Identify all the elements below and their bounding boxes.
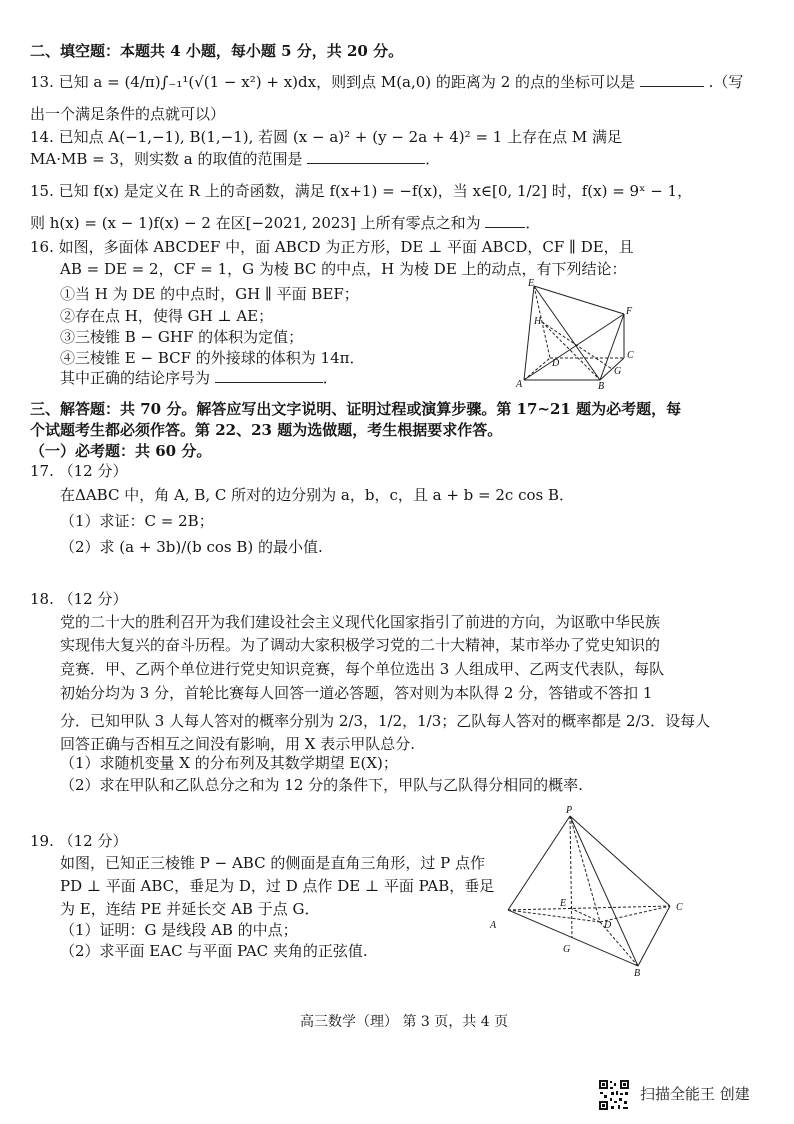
label-A: A (516, 379, 523, 390)
q19-line3: 为 E，连结 PE 并延长交 AB 于点 G． (60, 900, 320, 918)
label-G: G (563, 944, 571, 955)
q13-text: 13. 已知 a = (4/π)∫₋₁¹(√(1 − x²) + x)dx，则到点 M(a,0) 的距离为 2 的点的坐标可以是 (30, 73, 636, 91)
q18-header: 18. （12 分） (30, 590, 128, 608)
q14-line1: 14. 已知点 A(−1,−1), B(1,−1), 若圆 (x − a)² + (y − 2a + 4)² = 1 上存在点 M 满足 (30, 128, 622, 146)
q18-line5: 分．已知甲队 3 人每人答对的概率分别为 2/3，1/2，1/3；乙队每人答对的概率都是 2/3．设每人 (60, 712, 711, 730)
label-D: D (552, 358, 560, 369)
q18-part2: （2）求在甲队和乙队总分之和为 12 分的条件下，甲队与乙队得分相同的概率. (60, 776, 583, 794)
q17-header: 17. （12 分） (30, 462, 128, 480)
label-B: B (634, 968, 641, 976)
q15-line1: 15. 已知 f(x) 是定义在 R 上的奇函数，满足 f(x+1) = −f(x)，当 x∈[0, 1/2] 时，f(x) = 9ˣ − 1， (30, 182, 693, 200)
q18-line6: 回答正确与否相互之间没有影响，用 X 表示甲队总分. (60, 735, 415, 753)
q16-end-text: 其中正确的结论序号为 (60, 369, 211, 387)
q18-line4: 初始分均为 3 分，首轮比赛每人回答一道必答题，答对则为本队得 2 分，答错或不答扣 1 (60, 684, 653, 702)
section-3-line3: （一）必考题：共 60 分。 (30, 442, 212, 460)
q19-part1: （1）证明：G 是线段 AB 的中点； (60, 921, 298, 939)
q19-header: 19. （12 分） (30, 832, 128, 850)
label-A: A (490, 920, 497, 931)
answer-blank (485, 213, 525, 228)
q14-line2: MA·MB = 3，则实数 a 的取值的范围是 ． (30, 150, 441, 168)
label-D: D (604, 920, 612, 931)
label-P: P (566, 805, 573, 816)
label-E: E (560, 898, 567, 909)
q14-text: MA·MB = 3，则实数 a 的取值的范围是 (30, 150, 303, 168)
q16-line-end: 其中正确的结论序号为 ． (60, 369, 338, 387)
label-C: C (676, 902, 683, 913)
q15-line2: 则 h(x) = (x − 1)f(x) − 2 在区[−2021, 2023] 上所有零点之和为 ． (30, 214, 541, 232)
q18-line3: 竞赛．甲、乙两个单位进行党史知识竞赛，每个单位选出 3 人组成甲、乙两支代表队，每队 (60, 660, 665, 678)
q17-part1: （1）求证：C = 2B； (60, 512, 214, 530)
q18-part1: （1）求随机变量 X 的分布列及其数学期望 E(X)； (60, 754, 398, 772)
qr-code-icon (598, 1079, 630, 1111)
label-E: E (528, 278, 535, 289)
q16-conclusion-3: ③三棱锥 B − GHF 的体积为定值； (60, 328, 304, 346)
q19-line1: 如图，已知正三棱锥 P − ABC 的侧面是直角三角形，过 P 点作 (60, 854, 485, 872)
label-G: G (614, 366, 622, 377)
section-2-header: 二、填空题：本题共 4 小题，每小题 5 分，共 20 分。 (30, 42, 404, 60)
label-H: H (534, 316, 542, 327)
q18-line2: 实现伟大复兴的奋斗历程。为了调动大家积极学习党的二十大精神，某市举办了党史知识的 (60, 636, 661, 654)
polyhedron-figure (510, 278, 650, 390)
scanner-brand: 扫描全能王 创建 (640, 1085, 750, 1103)
label-F: F (626, 306, 633, 317)
section-3-line1: 三、解答题：共 70 分。解答应写出文字说明、证明过程或演算步骤。第 17~21 题为必考题，每 (30, 400, 682, 418)
pyramid-figure (484, 804, 694, 976)
q16-line1: 16. 如图，多面体 ABCDEF 中，面 ABCD 为正方形，DE ⊥ 平面 ABCD，CF ∥ DE，且 (30, 238, 634, 256)
q16-line2: AB = DE = 2，CF = 1，G 为棱 BC 的中点，H 为棱 DE 上的动点，有下列结论： (60, 260, 627, 278)
section-3-line2: 个试题考生都必须作答。第 22、23 题为选做题，考生根据要求作答。 (30, 421, 503, 439)
answer-blank (640, 72, 704, 87)
label-C: C (627, 350, 634, 361)
q17-text: 在ΔABC 中，角 A, B, C 所对的边分别为 a，b，c，且 a + b = 2c cos B． (60, 486, 575, 504)
page-footer: 高三数学（理） 第 3 页，共 4 页 (300, 1014, 509, 1030)
q15-text: 则 h(x) = (x − 1)f(x) − 2 在区[−2021, 2023] 上所有零点之和为 (30, 214, 481, 232)
q19-line2: PD ⊥ 平面 ABC，垂足为 D，过 D 点作 DE ⊥ 平面 PAB，垂足 (60, 877, 495, 895)
q16-conclusion-4: ④三棱锥 E − BCF 的外接球的体积为 14π． (60, 349, 365, 367)
q17-part2: （2）求 (a + 3b)/(b cos B) 的最小值. (60, 538, 323, 556)
q16-conclusion-1: ①当 H 为 DE 的中点时，GH ∥ 平面 BEF； (60, 285, 359, 303)
q19-part2: （2）求平面 EAC 与平面 PAC 夹角的正弦值. (60, 942, 368, 960)
answer-blank (307, 149, 425, 164)
q16-conclusion-2: ②存在点 H，使得 GH ⊥ AE； (60, 307, 274, 325)
q13-text-end: .（写 (708, 73, 744, 91)
q18-line1: 党的二十大的胜利召开为我们建设社会主义现代化国家指引了前进的方向，为讴歌中华民族 (60, 613, 661, 631)
label-B: B (598, 381, 605, 390)
answer-blank (215, 368, 323, 383)
q13-line1 (30, 72, 743, 92)
q13-line2: 出一个满足条件的点就可以） (30, 105, 226, 123)
